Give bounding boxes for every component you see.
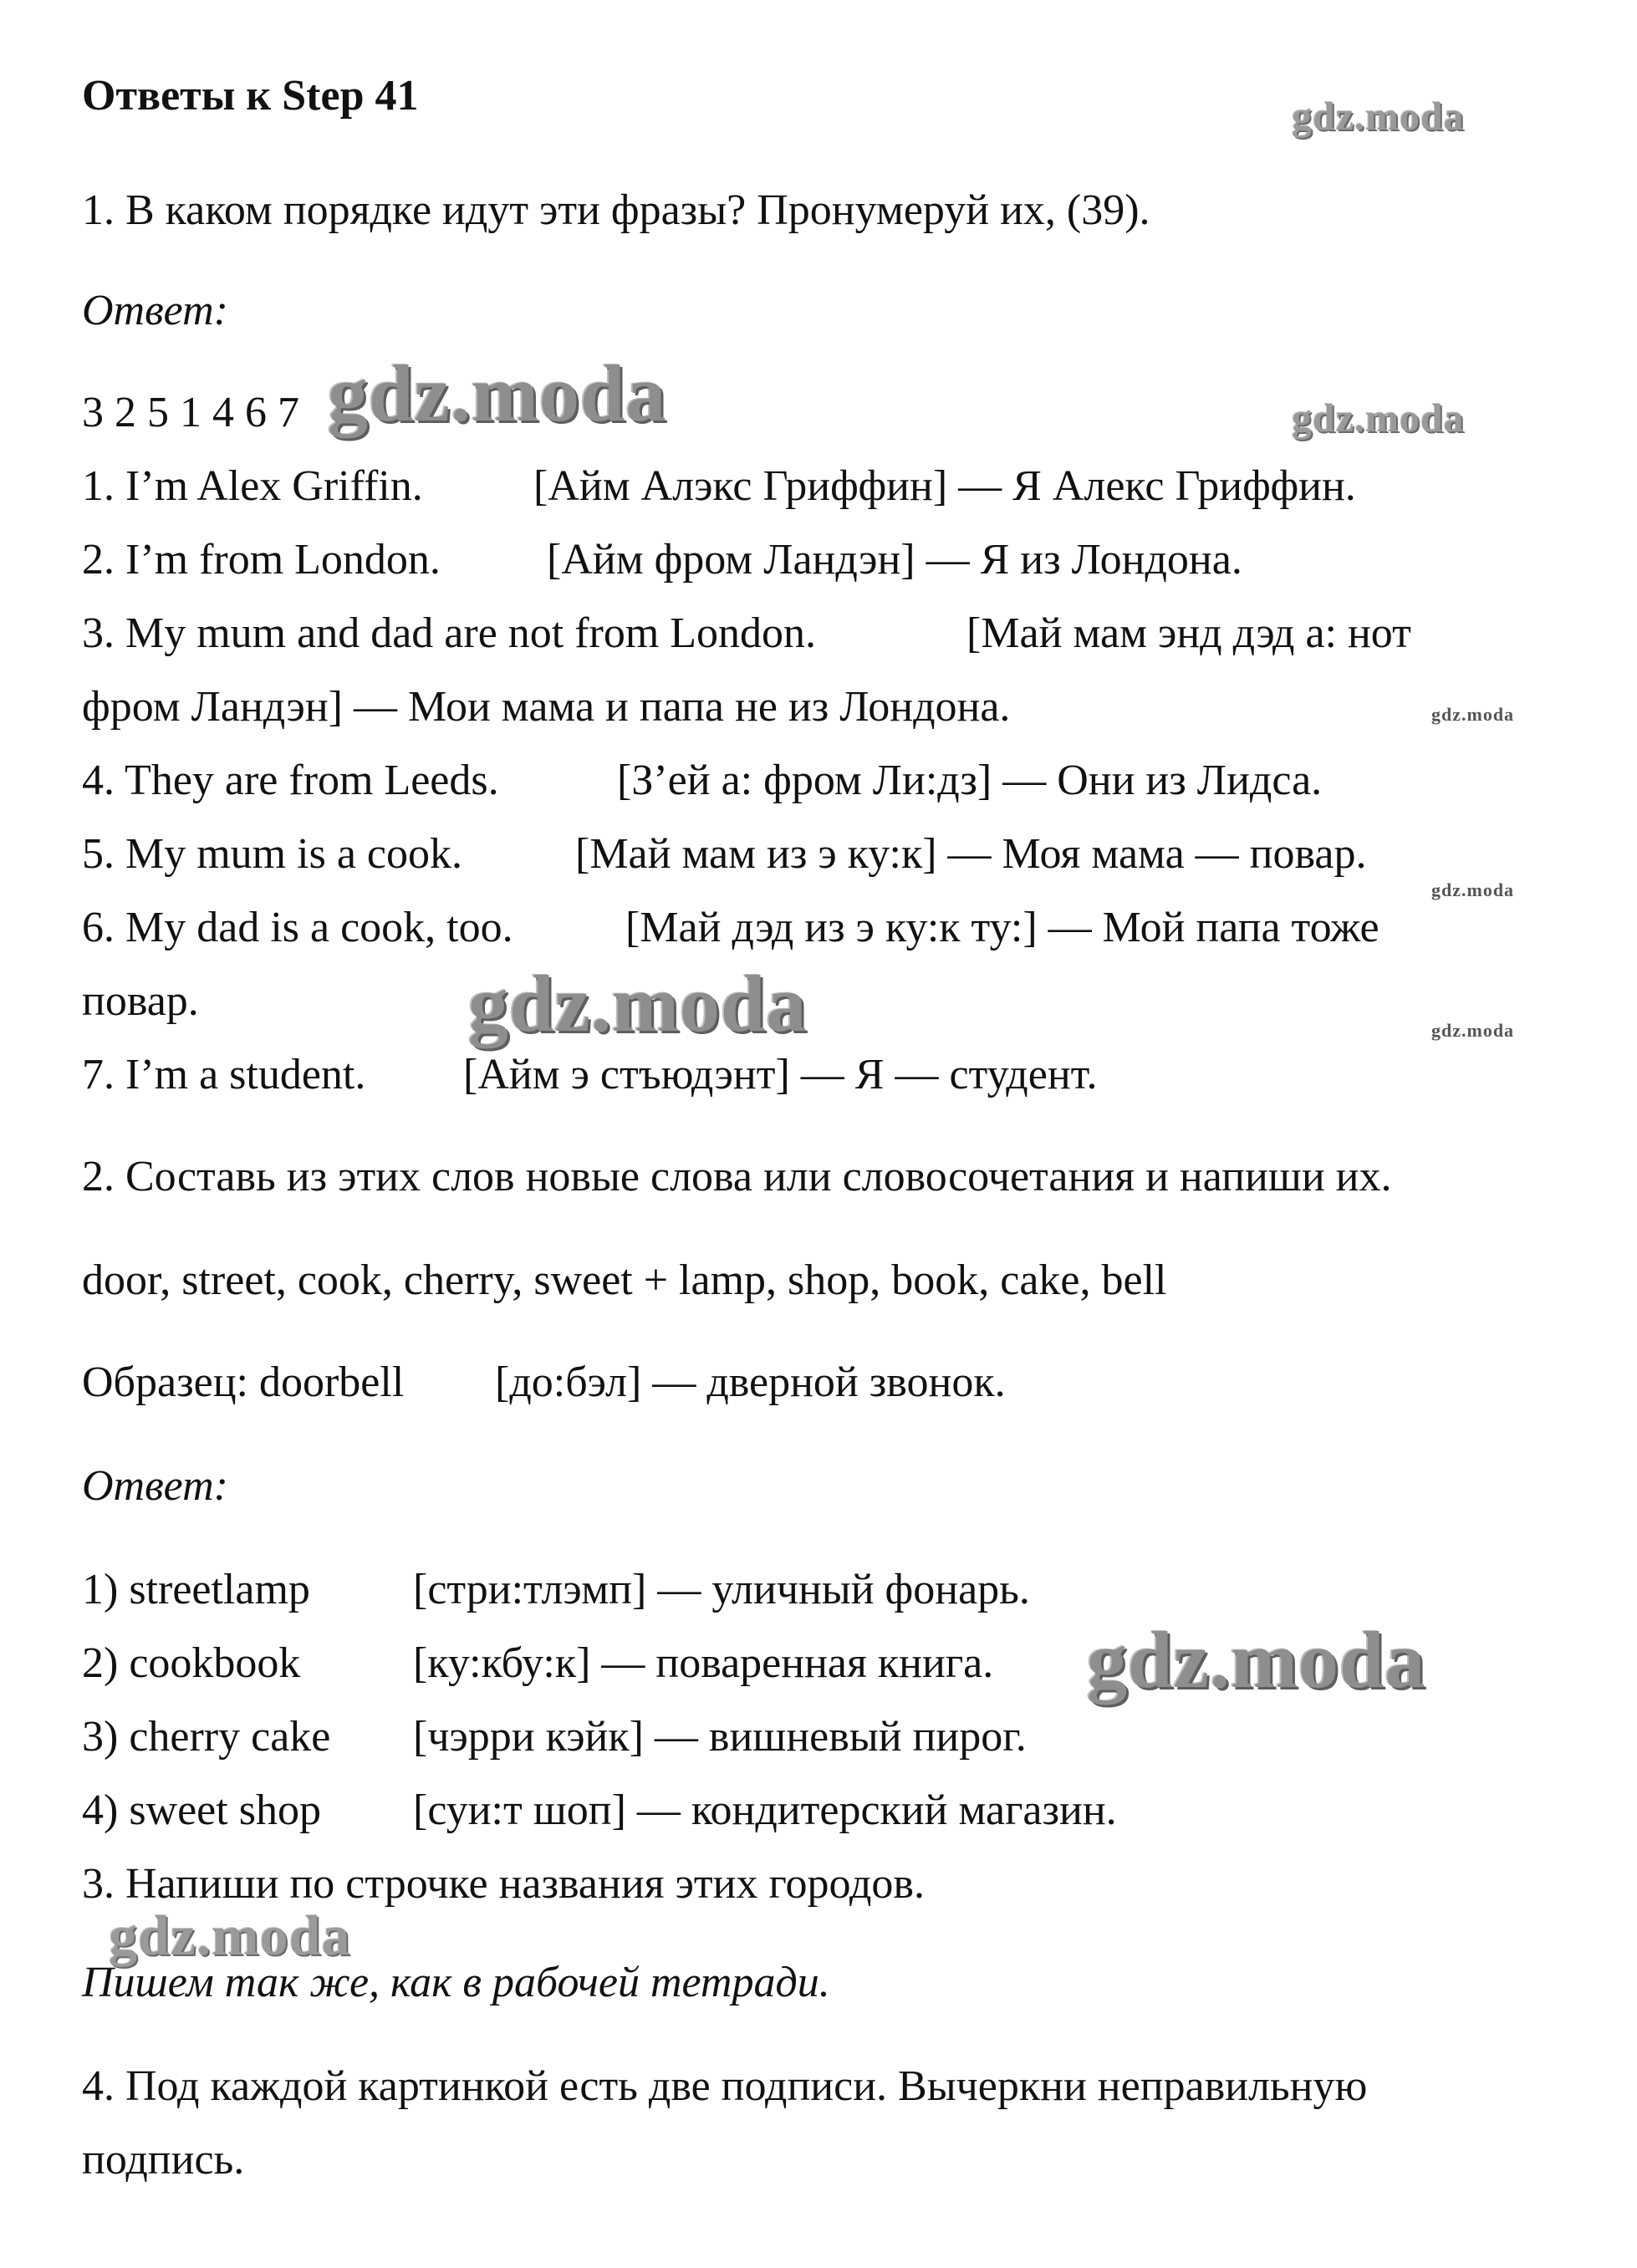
task1-item-1: 1. I’m Alex Griffin. [Айм Алэкс Гриффин] — Я Алекс Гриффин. xyxy=(82,462,1356,510)
task1-question: 1. В каком порядке идут эти фразы? Пронумеруй их, (39). xyxy=(82,186,1150,234)
watermark: gdz.moda xyxy=(1292,396,1465,441)
watermark: gdz.moda xyxy=(468,959,808,1048)
task3-note: Пишем так же, как в рабочей тетради. xyxy=(82,1959,830,2006)
watermark: gdz.moda xyxy=(1292,94,1465,139)
task2-item-1: 1) streetlamp [стри:тлэмп] — уличный фонарь. xyxy=(82,1566,1030,1613)
task1-item-7: 7. I’m a student. [Айм э стъюдэнт] — Я — студент. xyxy=(82,1051,1098,1098)
task1-item-2: 2. I’m from London. [Айм фром Ландэн] — Я из Лондона. xyxy=(82,536,1242,584)
page-title: Ответы к Step 41 xyxy=(82,72,419,120)
task2-item-2: 2) cookbook [ку:кбу:к] — поваренная книга. xyxy=(82,1639,994,1687)
task2-question: 2. Составь из этих слов новые слова или словосочетания и напиши их. xyxy=(82,1153,1392,1200)
task4-question-cont: подпись. xyxy=(82,2136,245,2184)
task1-item-3: 3. My mum and dad are not from London. [Май мам энд дэд а: нот xyxy=(82,609,1411,657)
watermark: gdz.moda xyxy=(1431,704,1515,725)
watermark: gdz.moda xyxy=(109,1904,351,1967)
task1-item-6-cont: повар. xyxy=(82,977,199,1025)
task2-item-4: 4) sweet shop [суи:т шоп] — кондитерский магазин. xyxy=(82,1786,1117,1834)
task1-item-4: 4. They are from Leeds. [З’ей а: фром Ли:дз] — Они из Лидса. xyxy=(82,757,1323,804)
task1-answer-label: Ответ: xyxy=(82,287,228,334)
task4-question: 4. Под каждой картинкой есть две подписи. Вычеркни неправильную xyxy=(82,2062,1368,2110)
task2-words: door, street, cook, cherry, sweet + lamp, shop, book, cake, bell xyxy=(82,1256,1167,1304)
task1-item-3-cont: фром Ландэн] — Мои мама и папа не из Лондона. xyxy=(82,683,1011,731)
task1-item-5: 5. My mum is a cook. [Май мам из э ку:к] — Моя мама — повар. xyxy=(82,830,1367,878)
task1-item-6: 6. My dad is a cook, too. [Май дэд из э ку:к ту:] — Мой папа тоже xyxy=(82,904,1379,951)
task2-sample: Образец: doorbell [до:бэл] — дверной звонок. xyxy=(82,1358,1006,1406)
watermark: gdz.moda xyxy=(1431,1020,1515,1041)
task2-answer-label: Ответ: xyxy=(82,1462,228,1510)
task2-item-3: 3) cherry cake [чэрри кэйк] — вишневый пирог. xyxy=(82,1713,1027,1761)
watermark: gdz.moda xyxy=(1431,879,1515,900)
task3-question: 3. Напиши по строчке названия этих городов. xyxy=(82,1860,925,1908)
watermark: gdz.moda xyxy=(1087,1615,1426,1705)
task1-order: 3 2 5 1 4 6 7 xyxy=(82,389,299,436)
watermark: gdz.moda xyxy=(328,349,667,438)
